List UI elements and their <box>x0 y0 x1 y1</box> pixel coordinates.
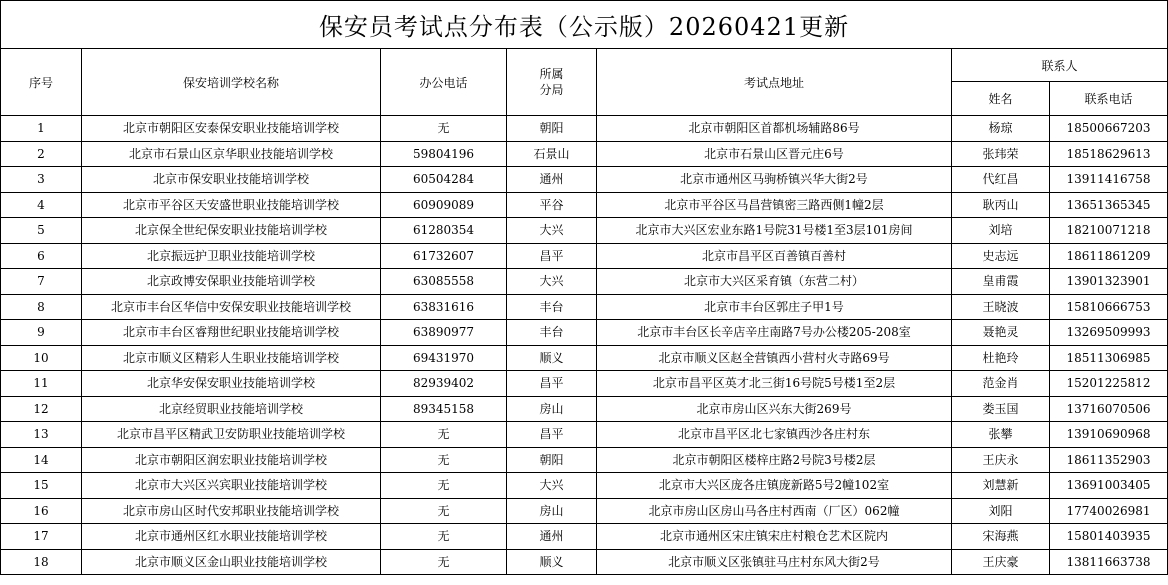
school-cell: 北京振远护卫职业技能培训学校 <box>82 243 381 269</box>
table-row <box>1 498 1168 524</box>
contact-phone-cell: 15201225812 <box>1050 371 1168 397</box>
contact-name-cell: 宋海燕 <box>952 524 1050 550</box>
contact-phone-cell: 18611861209 <box>1050 243 1168 269</box>
contact-phone-cell: 13911416758 <box>1050 167 1168 193</box>
office-phone-cell: 无 <box>381 473 507 499</box>
school-cell: 北京市通州区红水职业技能培训学校 <box>82 524 381 550</box>
school-cell: 北京市平谷区天安盛世职业技能培训学校 <box>82 192 381 218</box>
header-contact: 联系人 <box>952 49 1168 82</box>
address-cell: 北京市大兴区宏业东路1号院31号楼1至3层101房间 <box>597 218 952 244</box>
table-row <box>1 243 1168 269</box>
office-phone-cell: 60909089 <box>381 192 507 218</box>
school-cell: 北京市石景山区京华职业技能培训学校 <box>82 141 381 167</box>
seq-cell: 15 <box>1 473 82 499</box>
bureau-cell: 石景山 <box>507 141 597 167</box>
bureau-cell: 朝阳 <box>507 116 597 142</box>
address-cell: 北京市通州区宋庄镇宋庄村粮仓艺术区院内 <box>597 524 952 550</box>
contact-phone-cell: 15801403935 <box>1050 524 1168 550</box>
school-cell: 北京华安保安职业技能培训学校 <box>82 371 381 397</box>
seq-cell: 3 <box>1 167 82 193</box>
contact-phone-cell: 15810666753 <box>1050 294 1168 320</box>
seq-cell: 10 <box>1 345 82 371</box>
contact-phone-cell: 18210071218 <box>1050 218 1168 244</box>
address-cell: 北京市大兴区采育镇（东营二村） <box>597 269 952 295</box>
header-contact-name: 姓名 <box>952 82 1050 116</box>
school-cell: 北京保全世纪保安职业技能培训学校 <box>82 218 381 244</box>
contact-phone-cell: 13811663738 <box>1050 549 1168 575</box>
contact-name-cell: 刘慧新 <box>952 473 1050 499</box>
address-cell: 北京市昌平区百善镇百善村 <box>597 243 952 269</box>
bureau-cell: 房山 <box>507 498 597 524</box>
address-cell: 北京市平谷区马昌营镇密三路西侧1幢2层 <box>597 192 952 218</box>
seq-cell: 13 <box>1 422 82 448</box>
contact-name-cell: 刘培 <box>952 218 1050 244</box>
contact-phone-cell: 17740026981 <box>1050 498 1168 524</box>
contact-name-cell: 杨琼 <box>952 116 1050 142</box>
table-row <box>1 116 1168 142</box>
school-cell: 北京政博安保职业技能培训学校 <box>82 269 381 295</box>
contact-name-cell: 王晓波 <box>952 294 1050 320</box>
seq-cell: 2 <box>1 141 82 167</box>
address-cell: 北京市朝阳区首都机场辅路86号 <box>597 116 952 142</box>
office-phone-cell: 无 <box>381 422 507 448</box>
table-row <box>1 447 1168 473</box>
school-cell: 北京市朝阳区润宏职业技能培训学校 <box>82 447 381 473</box>
table-row <box>1 473 1168 499</box>
contact-name-cell: 耿丙山 <box>952 192 1050 218</box>
office-phone-cell: 69431970 <box>381 345 507 371</box>
bureau-cell: 昌平 <box>507 371 597 397</box>
seq-cell: 17 <box>1 524 82 550</box>
bureau-cell: 昌平 <box>507 422 597 448</box>
office-phone-cell: 无 <box>381 447 507 473</box>
table-body <box>1 116 1168 575</box>
contact-name-cell: 张攀 <box>952 422 1050 448</box>
school-cell: 北京市丰台区睿翔世纪职业技能培训学校 <box>82 320 381 346</box>
table-row <box>1 320 1168 346</box>
table-row <box>1 549 1168 575</box>
header-office-phone: 办公电话 <box>381 49 507 116</box>
office-phone-cell: 82939402 <box>381 371 507 397</box>
table-row <box>1 167 1168 193</box>
table-row <box>1 422 1168 448</box>
address-cell: 北京市昌平区英才北三街16号院5号楼1至2层 <box>597 371 952 397</box>
contact-name-cell: 皇甫霞 <box>952 269 1050 295</box>
bureau-cell: 通州 <box>507 524 597 550</box>
address-cell: 北京市大兴区庞各庄镇庞新路5号2幢102室 <box>597 473 952 499</box>
header-address: 考试点地址 <box>597 49 952 116</box>
school-cell: 北京市丰台区华信中安保安职业技能培训学校 <box>82 294 381 320</box>
table-row <box>1 294 1168 320</box>
school-cell: 北京市顺义区金山职业技能培训学校 <box>82 549 381 575</box>
office-phone-cell: 61280354 <box>381 218 507 244</box>
office-phone-cell: 59804196 <box>381 141 507 167</box>
seq-cell: 7 <box>1 269 82 295</box>
school-cell: 北京市房山区时代安邦职业技能培训学校 <box>82 498 381 524</box>
table-row <box>1 371 1168 397</box>
seq-cell: 16 <box>1 498 82 524</box>
seq-cell: 14 <box>1 447 82 473</box>
address-cell: 北京市房山区房山马各庄村西南（厂区）062幢 <box>597 498 952 524</box>
bureau-cell: 昌平 <box>507 243 597 269</box>
contact-phone-cell: 18500667203 <box>1050 116 1168 142</box>
office-phone-cell: 63085558 <box>381 269 507 295</box>
school-cell: 北京市保安职业技能培训学校 <box>82 167 381 193</box>
seq-cell: 5 <box>1 218 82 244</box>
contact-name-cell: 张玮荣 <box>952 141 1050 167</box>
bureau-cell: 顺义 <box>507 549 597 575</box>
office-phone-cell: 无 <box>381 498 507 524</box>
bureau-cell: 朝阳 <box>507 447 597 473</box>
contact-name-cell: 聂艳灵 <box>952 320 1050 346</box>
seq-cell: 18 <box>1 549 82 575</box>
contact-name-cell: 娄玉国 <box>952 396 1050 422</box>
contact-phone-cell: 18511306985 <box>1050 345 1168 371</box>
school-cell: 北京市昌平区精武卫安防职业技能培训学校 <box>82 422 381 448</box>
seq-cell: 9 <box>1 320 82 346</box>
bureau-cell: 大兴 <box>507 218 597 244</box>
contact-name-cell: 杜艳玲 <box>952 345 1050 371</box>
seq-cell: 4 <box>1 192 82 218</box>
address-cell: 北京市丰台区长辛店辛庄南路7号办公楼205-208室 <box>597 320 952 346</box>
address-cell: 北京市通州区马驹桥镇兴华大街2号 <box>597 167 952 193</box>
bureau-cell: 平谷 <box>507 192 597 218</box>
address-cell: 北京市昌平区北七家镇西沙各庄村东 <box>597 422 952 448</box>
address-cell: 北京市朝阳区楼梓庄路2号院3号楼2层 <box>597 447 952 473</box>
contact-name-cell: 史志远 <box>952 243 1050 269</box>
address-cell: 北京市顺义区赵全营镇西小营村火寺路69号 <box>597 345 952 371</box>
office-phone-cell: 63831616 <box>381 294 507 320</box>
table-row <box>1 192 1168 218</box>
seq-cell: 1 <box>1 116 82 142</box>
address-cell: 北京市丰台区郭庄子甲1号 <box>597 294 952 320</box>
bureau-cell: 丰台 <box>507 294 597 320</box>
school-cell: 北京市大兴区兴宾职业技能培训学校 <box>82 473 381 499</box>
office-phone-cell: 无 <box>381 549 507 575</box>
seq-cell: 8 <box>1 294 82 320</box>
contact-name-cell: 范金肖 <box>952 371 1050 397</box>
contact-phone-cell: 13901323901 <box>1050 269 1168 295</box>
header-school: 保安培训学校名称 <box>82 49 381 116</box>
header-seq: 序号 <box>1 49 82 116</box>
contact-phone-cell: 13269509993 <box>1050 320 1168 346</box>
contact-phone-cell: 13716070506 <box>1050 396 1168 422</box>
table-row <box>1 269 1168 295</box>
school-cell: 北京经贸职业技能培训学校 <box>82 396 381 422</box>
contact-name-cell: 王庆豪 <box>952 549 1050 575</box>
office-phone-cell: 60504284 <box>381 167 507 193</box>
seq-cell: 11 <box>1 371 82 397</box>
office-phone-cell: 无 <box>381 524 507 550</box>
address-cell: 北京市房山区兴东大街269号 <box>597 396 952 422</box>
school-cell: 北京市顺义区精彩人生职业技能培训学校 <box>82 345 381 371</box>
seq-cell: 12 <box>1 396 82 422</box>
office-phone-cell: 63890977 <box>381 320 507 346</box>
office-phone-cell: 89345158 <box>381 396 507 422</box>
contact-name-cell: 刘阳 <box>952 498 1050 524</box>
bureau-cell: 顺义 <box>507 345 597 371</box>
header-bureau <box>507 49 597 116</box>
table-title: 保安员考试点分布表（公示版）20260421更新 <box>1 1 1168 49</box>
address-cell: 北京市顺义区张镇驻马庄村东风大街2号 <box>597 549 952 575</box>
bureau-cell: 通州 <box>507 167 597 193</box>
contact-name-cell: 代红昌 <box>952 167 1050 193</box>
bureau-cell: 丰台 <box>507 320 597 346</box>
address-cell: 北京市石景山区晋元庄6号 <box>597 141 952 167</box>
office-phone-cell: 无 <box>381 116 507 142</box>
bureau-cell: 大兴 <box>507 473 597 499</box>
header-bureau-line1: 所属 <box>539 67 564 81</box>
seq-cell: 6 <box>1 243 82 269</box>
contact-phone-cell: 18611352903 <box>1050 447 1168 473</box>
bureau-cell: 大兴 <box>507 269 597 295</box>
table-row <box>1 345 1168 371</box>
contact-phone-cell: 13691003405 <box>1050 473 1168 499</box>
table-row <box>1 396 1168 422</box>
table-row <box>1 218 1168 244</box>
header-contact-phone: 联系电话 <box>1050 82 1168 116</box>
contact-phone-cell: 13651365345 <box>1050 192 1168 218</box>
header-bureau-line2: 分局 <box>539 83 564 97</box>
bureau-cell: 房山 <box>507 396 597 422</box>
contact-name-cell: 王庆永 <box>952 447 1050 473</box>
table-row <box>1 524 1168 550</box>
school-cell: 北京市朝阳区安泰保安职业技能培训学校 <box>82 116 381 142</box>
office-phone-cell: 61732607 <box>381 243 507 269</box>
contact-phone-cell: 13910690968 <box>1050 422 1168 448</box>
contact-phone-cell: 18518629613 <box>1050 141 1168 167</box>
table-row <box>1 141 1168 167</box>
